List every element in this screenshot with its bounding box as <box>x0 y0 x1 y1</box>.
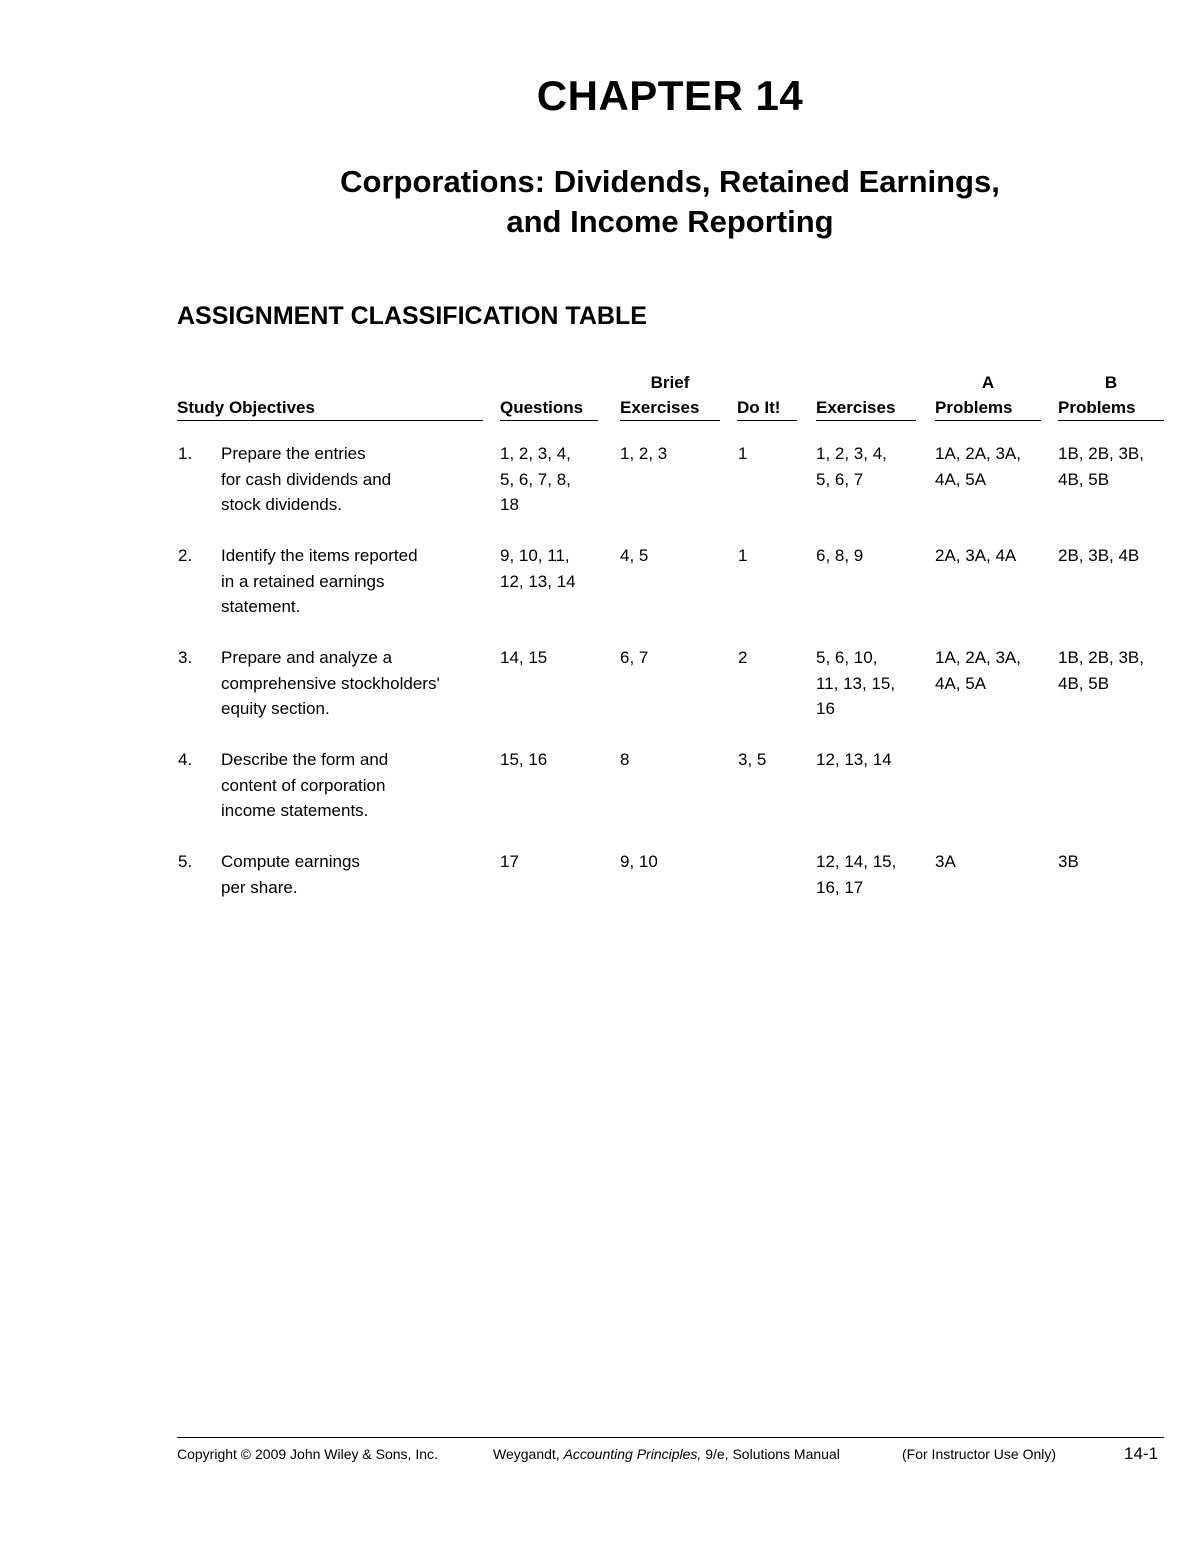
b-problems-cell <box>1058 645 1144 696</box>
objective-text-line: stock dividends. <box>221 495 342 514</box>
section-heading: ASSIGNMENT CLASSIFICATION TABLE <box>177 302 647 330</box>
brief-exercises-cell <box>620 441 667 467</box>
exercises-cell <box>816 543 863 569</box>
questions-cell-line: 18 <box>500 495 519 514</box>
questions-cell-line: 15, 16 <box>500 750 548 769</box>
questions-cell <box>500 441 571 518</box>
objective-number-line: 3. <box>178 648 193 667</box>
exercises-cell-line: 16 <box>816 699 835 718</box>
header-questions <box>500 373 598 421</box>
header-questions-label: Questions <box>500 398 598 421</box>
header-a-problems <box>935 373 1041 421</box>
objective-text-line: content of corporation <box>221 775 386 795</box>
doit-cell <box>738 747 766 773</box>
questions-cell <box>500 543 576 594</box>
questions-cell-line: 5, 6, 7, 8, <box>500 469 571 489</box>
exercises-cell <box>816 747 892 773</box>
doit-cell-line: 3, 5 <box>738 750 767 769</box>
a-problems-cell-line: 4A, 5A <box>935 673 987 693</box>
footer-author: Weygandt, <box>493 1446 560 1462</box>
doit-cell <box>738 645 747 671</box>
b-problems-cell-line: 2B, 3B, 4B <box>1058 546 1140 565</box>
brief-exercises-cell-line: 8 <box>620 750 630 769</box>
chapter-title: CHAPTER 14 <box>536 72 804 119</box>
footer-edition: 9/e, <box>705 1446 729 1462</box>
a-problems-cell <box>935 849 956 875</box>
header-a-bottom: Problems <box>935 398 1041 421</box>
b-problems-cell-line: 1B, 2B, 3B, <box>1058 648 1144 667</box>
objective-number-line: 2. <box>178 546 193 565</box>
exercises-cell <box>816 849 896 900</box>
exercises-cell-line: 1, 2, 3, 4, <box>816 444 887 463</box>
objective-number-line: 4. <box>178 750 193 769</box>
doit-cell <box>738 441 747 467</box>
footer-copyright: Copyright © 2009 John Wiley & Sons, Inc. <box>177 1446 438 1462</box>
b-problems-cell <box>1058 543 1139 569</box>
exercises-cell <box>816 441 887 492</box>
objective-number <box>178 441 192 467</box>
brief-exercises-cell-line: 6, 7 <box>620 648 649 667</box>
a-problems-cell-line: 2A, 3A, 4A <box>935 546 1017 565</box>
header-doit <box>737 373 797 421</box>
b-problems-cell-line: 3B <box>1058 852 1079 871</box>
header-exercises <box>816 373 916 421</box>
objective-text-line: Describe the form and <box>221 750 389 769</box>
questions-cell <box>500 849 519 875</box>
objective-text-line: Identify the items reported <box>221 546 418 565</box>
header-a-top: A <box>981 373 995 392</box>
objective-text-line: comprehensive stockholders' <box>221 673 440 693</box>
b-problems-cell-line: 4B, 5B <box>1058 673 1110 693</box>
a-problems-cell-line: 1A, 2A, 3A, <box>935 648 1021 667</box>
objective-number-line: 1. <box>178 444 193 463</box>
doit-cell <box>738 543 747 569</box>
exercises-cell-line: 5, 6, 7 <box>816 469 864 489</box>
objective-text-line: equity section. <box>221 699 330 718</box>
objective-text-line: for cash dividends and <box>221 469 392 489</box>
subtitle-line-2: and Income Reporting <box>506 204 834 239</box>
b-problems-cell <box>1058 849 1079 875</box>
header-exercises-label: Exercises <box>816 398 916 421</box>
header-b-problems <box>1058 373 1164 421</box>
b-problems-cell <box>1058 441 1144 492</box>
header-brief-bottom: Exercises <box>620 398 720 421</box>
a-problems-cell-line: 3A <box>935 852 956 871</box>
subtitle-line-1: Corporations: Dividends, Retained Earnings, <box>340 164 1000 199</box>
header-study-objectives <box>177 373 483 421</box>
exercises-cell <box>816 645 895 722</box>
objective-text <box>221 849 360 900</box>
objective-text-line: Compute earnings <box>221 852 360 871</box>
objective-number <box>178 645 192 671</box>
exercises-cell-line: 16, 17 <box>816 877 864 897</box>
questions-cell-line: 9, 10, 11, <box>500 546 570 565</box>
b-problems-cell-line: 1B, 2B, 3B, <box>1058 444 1144 463</box>
objective-text-line: per share. <box>221 877 298 897</box>
objective-text <box>221 543 418 620</box>
objective-number <box>178 849 192 875</box>
exercises-cell-line: 5, 6, 10, <box>816 648 878 667</box>
questions-cell-line: 1, 2, 3, 4, <box>500 444 571 463</box>
brief-exercises-cell <box>620 849 658 875</box>
objective-number <box>178 543 192 569</box>
b-problems-cell-line: 4B, 5B <box>1058 469 1110 489</box>
objective-text-line: Prepare and analyze a <box>221 648 393 667</box>
objective-text-line: income statements. <box>221 801 369 820</box>
objective-text-line: in a retained earnings <box>221 571 385 591</box>
questions-cell-line: 12, 13, 14 <box>500 571 576 591</box>
questions-cell-line: 14, 15 <box>500 648 548 667</box>
brief-exercises-cell <box>620 747 629 773</box>
objective-text <box>221 747 388 824</box>
a-problems-cell <box>935 543 1016 569</box>
brief-exercises-cell-line: 1, 2, 3 <box>620 444 668 463</box>
a-problems-cell <box>935 441 1021 492</box>
chapter-subtitle <box>0 162 1200 242</box>
footer-manual: Solutions Manual <box>732 1446 840 1462</box>
brief-exercises-cell-line: 4, 5 <box>620 546 649 565</box>
exercises-cell-line: 11, 13, 15, <box>816 673 896 693</box>
objective-text <box>221 441 391 518</box>
exercises-cell-line: 12, 13, 14 <box>816 750 892 769</box>
footer-book-title: Accounting Principles, <box>563 1446 702 1462</box>
header-study-objectives-label: Study Objectives <box>177 398 483 421</box>
footer-use-note: (For Instructor Use Only) <box>902 1446 1057 1462</box>
questions-cell <box>500 645 547 671</box>
objective-text-line: statement. <box>221 597 301 616</box>
brief-exercises-cell-line: 9, 10 <box>620 852 658 871</box>
exercises-cell-line: 12, 14, 15, <box>816 852 897 871</box>
objective-text <box>221 645 440 722</box>
footer-citation <box>493 1446 840 1462</box>
brief-exercises-cell <box>620 543 648 569</box>
a-problems-cell-line: 4A, 5A <box>935 469 987 489</box>
questions-cell <box>500 747 547 773</box>
doit-cell-line: 2 <box>738 648 748 667</box>
doit-cell-line: 1 <box>738 546 748 565</box>
page-number: 14-1 <box>1124 1444 1159 1463</box>
objective-number-line: 5. <box>178 852 193 871</box>
header-b-bottom: Problems <box>1058 398 1164 421</box>
a-problems-cell-line: 1A, 2A, 3A, <box>935 444 1021 463</box>
exercises-cell-line: 6, 8, 9 <box>816 546 864 565</box>
objective-number <box>178 747 192 773</box>
doit-cell-line: 1 <box>738 444 748 463</box>
header-doit-label: Do It! <box>737 398 797 421</box>
header-b-top: B <box>1104 373 1118 392</box>
header-brief-top: Brief <box>650 373 690 392</box>
footer-rule <box>177 1437 1164 1438</box>
header-brief-exercises <box>620 373 720 421</box>
brief-exercises-cell <box>620 645 648 671</box>
a-problems-cell <box>935 645 1021 696</box>
objective-text-line: Prepare the entries <box>221 444 366 463</box>
questions-cell-line: 17 <box>500 852 519 871</box>
